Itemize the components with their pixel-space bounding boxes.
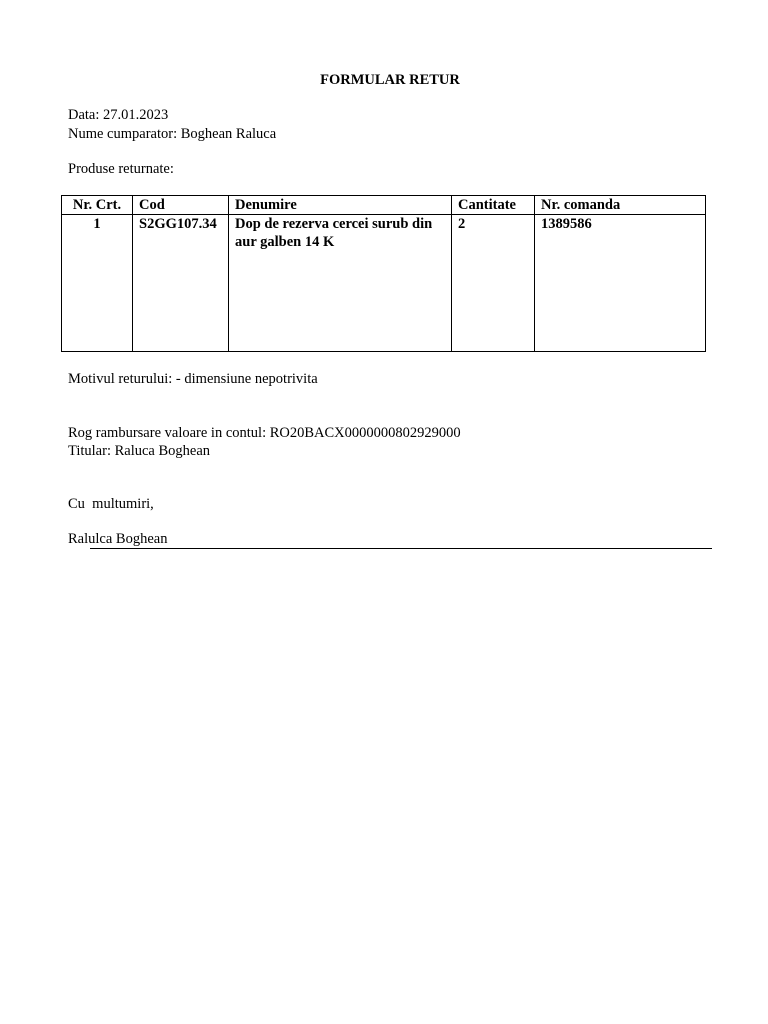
table-header-row [62,196,706,215]
header-nr-comanda: Nr. comanda [535,196,706,215]
signature-name: Ralulca Boghean [68,531,168,547]
cell-cantitate: 2 [452,215,535,352]
date-line: Data: 27.01.2023 [68,107,169,123]
closing-line: Cu multumiri, [68,496,154,512]
returned-products-table [61,195,706,352]
header-denumire: Denumire [229,196,452,215]
return-reason-line: Motivul returului: - dimensiune nepotrivita [68,371,318,387]
customer-name-line: Nume cumparator: Boghean Raluca [68,126,277,142]
refund-account-line: Rog rambursare valoare in contul: RO20BACX0000000802929000 [68,425,461,441]
header-cantitate: Cantitate [452,196,535,215]
products-heading: Produse returnate: [68,161,174,177]
account-holder-line: Titular: Raluca Boghean [68,443,211,459]
document-title: FORMULAR RETUR [320,72,460,88]
cell-nr-comanda: 1389586 [535,215,706,352]
header-nr-crt: Nr. Crt. [62,196,133,215]
cell-cod: S2GG107.34 [133,215,229,352]
header-cod: Cod [133,196,229,215]
table-row [62,215,706,352]
cell-denumire: Dop de rezerva cercei surub din aur galben 14 K [229,215,452,352]
cell-nr-crt: 1 [62,215,133,352]
signature-line [90,548,712,549]
